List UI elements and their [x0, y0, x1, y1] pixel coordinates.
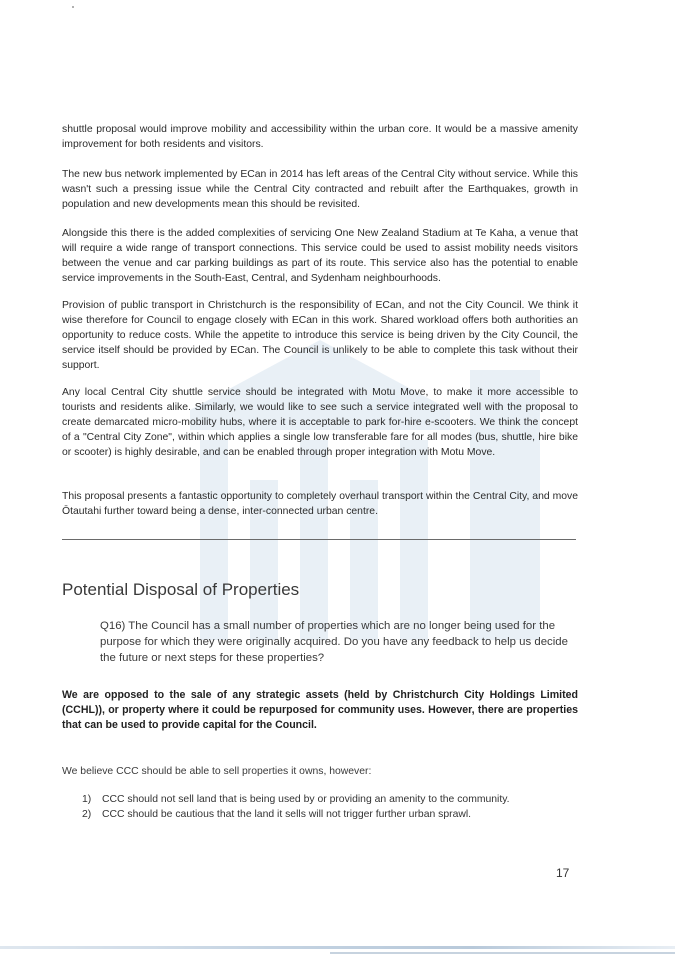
- paragraph-motu-move: Any local Central City shuttle service should be integrated with Motu Move, to make it more accessible to tourists and residents alike. Similarly, we would like to see such a service integrated well with the proposal to create demarcated micro-mobility hubs, where it is acceptable to park for-hire e-scooters. We think the concept of a "Central City Zone", within which applies a single low transferable fare for all modes (bus, shuttle, hire bike or scooter) is highly desirable, and can be enabled through proper integration with Motu Move.: [62, 387, 578, 458]
- list-text: CCC should not sell land that is being used by or providing an amenity to the community.: [102, 794, 510, 805]
- paragraph-ecan-responsibility: Provision of public transport in Christchurch is the responsibility of ECan, and not the City Council. We think it wise therefore for Council to engage closely with ECan in this work. Shared workload offers both authorities an opportunity to reduce costs. While the appetite to introduce this service is being driven by the City Council, the service itself should be provided by ECan. The Council is unlikely to be able to complete this task without their support.: [62, 300, 578, 371]
- conditions-list: [82, 792, 578, 822]
- list-text: CCC should be cautious that the land it sells will not trigger further urban sprawl.: [102, 809, 472, 820]
- question-q16: Q16) The Council has a small number of properties which are no longer being used for the purpose for which they were originally acquired. Do you have any feedback to help us decide the future or next steps for these properties?: [100, 620, 568, 664]
- list-intro: We believe CCC should be able to sell properties it owns, however:: [62, 766, 372, 777]
- section-divider: [62, 539, 576, 540]
- paragraph-bus-network: The new bus network implemented by ECan in 2014 has left areas of the Central City without service. While this wasn't such a pressing issue while the Central City contracted and rebuilt after the Earthquakes, growth in population and new developments mean this should be revisited.: [62, 169, 578, 210]
- paragraph-shuttle-benefit: shuttle proposal would improve mobility and accessibility within the urban core. It would be a massive amenity improvement for both residents and visitors.: [62, 124, 578, 150]
- list-number: 2): [82, 809, 92, 820]
- list-item: [82, 807, 578, 822]
- list-number: 1): [82, 794, 92, 805]
- section-title: Potential Disposal of Properties: [62, 580, 300, 599]
- bold-position-statement: We are opposed to the sale of any strategic assets (held by Christchurch City Holdings Limited (CCHL)), or property where it could be repurposed for community uses. However, there are properties that can be used to provide capital for the Council.: [62, 689, 578, 731]
- scan-speck: [72, 6, 74, 8]
- paragraph-stadium: Alongside this there is the added complexities of servicing One New Zealand Stadium at Te Kaha, a venue that will require a wide range of transport connections. This service could be used to assist mobility needs visitors between the venue and car parking buildings as part of its route. This service also has the potential to enable service improvements in the South-East, Central, and Sydenham neighbourhoods.: [62, 228, 578, 284]
- list-item: [82, 792, 578, 807]
- footer-rule: [0, 946, 675, 949]
- paragraph-opportunity: This proposal presents a fantastic opportunity to completely overhaul transport within the Central City, and move Ōtautahi further toward being a dense, inter-connected urban centre.: [62, 491, 578, 517]
- footer-rule-secondary: [330, 952, 675, 954]
- page-number: 17: [556, 866, 570, 880]
